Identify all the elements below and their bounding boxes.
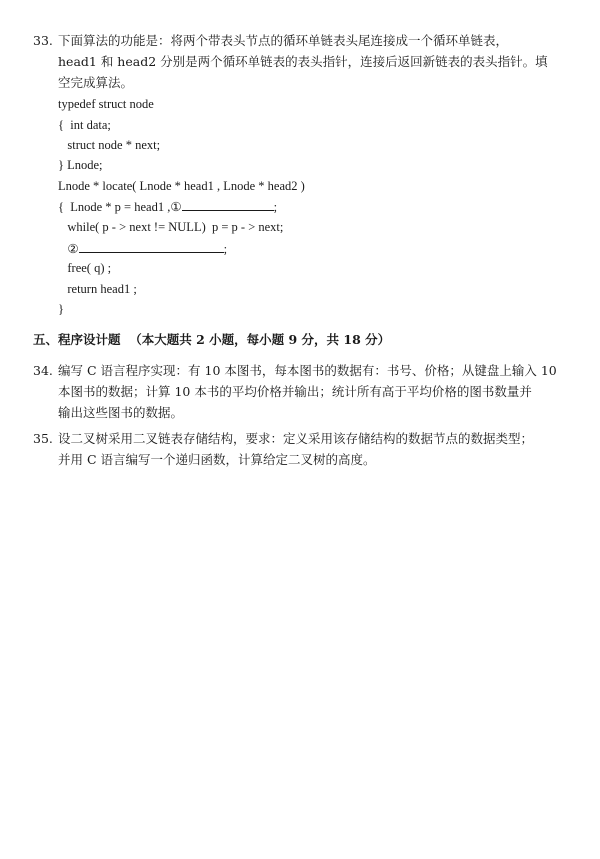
blank-1-semicolon: ; bbox=[273, 200, 278, 214]
blank-2-semicolon: ; bbox=[223, 242, 228, 256]
code-line-8-indent bbox=[58, 242, 67, 256]
question-35-number: 35. bbox=[33, 431, 53, 446]
code-line-7: while( p - > next != NULL) p = p - > next; bbox=[58, 220, 284, 234]
question-34-line1: 编写 C 语言程序实现：有 10 本图书，每本图书的数据有：书号、价格；从键盘上输入 10 bbox=[58, 363, 557, 378]
question-33-text-line3: 空完成算法。 bbox=[58, 75, 134, 90]
code-line-5: Lnode * locate( Lnode * head1 , Lnode * head2 ) bbox=[58, 179, 305, 193]
blank-1-fill-line[interactable] bbox=[182, 198, 274, 211]
section-5-title: 五、程序设计题 bbox=[33, 332, 121, 347]
code-line-4: } Lnode; bbox=[58, 158, 103, 172]
section-title bbox=[33, 332, 390, 348]
code-line-11: } bbox=[58, 302, 64, 316]
question-34-line3: 输出这些图书的数据。 bbox=[58, 405, 184, 420]
question-34-number: 34. bbox=[33, 363, 53, 378]
blank-1-marker: ① bbox=[170, 199, 182, 214]
question-33-text-line1: 下面算法的功能是：将两个带表头节点的循环单链表头尾连接成一个循环单链表， bbox=[58, 33, 509, 48]
code-line-3: struct node * next; bbox=[58, 138, 161, 152]
code-line-6 bbox=[58, 198, 277, 215]
code-line-9: free( q) ; bbox=[58, 261, 112, 275]
code-line-8 bbox=[58, 240, 227, 257]
blank-2-fill-line[interactable] bbox=[79, 240, 224, 253]
question-33-number: 33. bbox=[33, 33, 53, 48]
code-line-10: return head1 ; bbox=[58, 282, 137, 296]
question-33-text-line2: head1 和 head2 分别是两个循环单链表的表头指针，连接后返回新链表的表头指针。填 bbox=[58, 54, 548, 69]
code-line-1: typedef struct node bbox=[58, 97, 154, 111]
section-5-subtitle: （本大题共 2 小题，每小题 9 分，共 18 分） bbox=[129, 332, 391, 347]
question-35-line1: 设二叉树采用二叉链表存储结构，要求：定义采用该存储结构的数据节点的数据类型； bbox=[58, 431, 534, 446]
question-35-line2: 并用 C 语言编写一个递归函数，计算给定二叉树的高度。 bbox=[58, 452, 376, 467]
code-line-2: { int data; bbox=[58, 118, 111, 132]
question-34-line2: 本图书的数据；计算 10 本书的平均价格并输出；统计所有高于平均价格的图书数量并 bbox=[58, 384, 532, 399]
code-line-6-text: { Lnode * p = head1 , bbox=[58, 200, 171, 214]
blank-2-marker: ② bbox=[67, 241, 79, 256]
